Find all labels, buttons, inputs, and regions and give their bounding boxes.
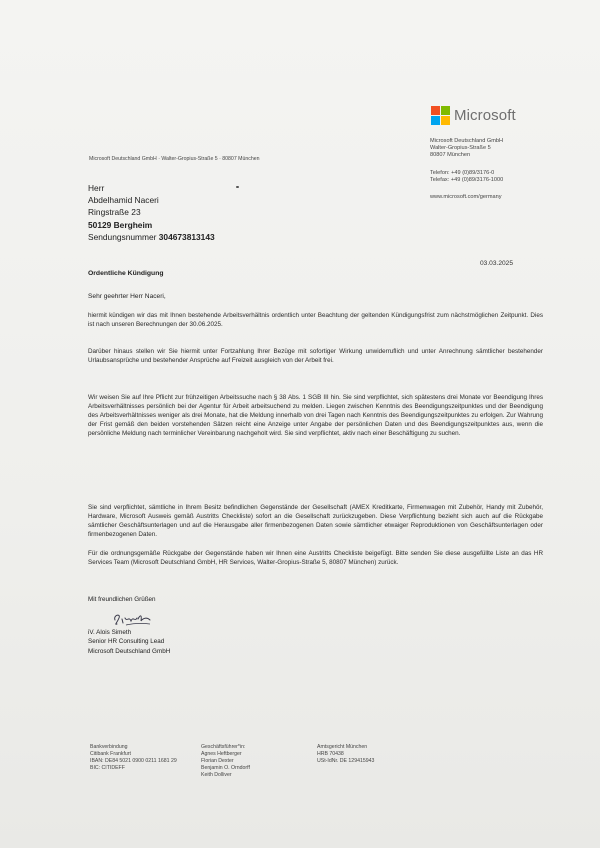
footer-manager: Florian Dexter [201,757,234,764]
greeting: Sehr geehrter Herr Naceri, [88,293,166,300]
paragraph-job-search: Wir weisen Sie auf Ihre Pflicht zur frühzeitigen Arbeitssuche nach § 38 Abs. 1 SGB III hin. Sie sind verpflichtet, sich spätestens drei Monate vor Beendigung Ihres Arbeitsverhältnisses persönlich bei der Agentur für Arbeit arbeitsuchend zu melden. Liegen zwischen Kenntnis des Beendigungszeitpunktes und der Beendigung des Arbeitsverhältnisses weniger als drei Monate, hat die Meldung innerhalb von drei Tagen nach Kenntnis des Beendigungszeitpunktes zu erfolgen. Zur Wahrung der Frist gemäß den beiden vorstehenden Sätzen reicht eine Anzeige unter Angabe der persönlichen Daten und des Beendigungszeitpunktes aus, wenn die persönliche Meldung nach terminlicher Vereinbarung nachgeholt wird. Sie sind verpflichtet, aktiv nach einer Beschäftigung zu suchen. [88,394,543,438]
footer-vat-id: USt-IdNr. DE 129415943 [317,757,375,764]
footer-court: Amtsgericht München [317,744,368,750]
shipment-number: 304673813143 [158,231,215,242]
logo-wordmark: Microsoft [454,107,516,124]
footer-iban: IBAN: DE84 5021 0900 0211 1681 29 [90,757,177,764]
closing-phrase: Mit freundlichen Grüßen [88,596,156,603]
return-address-line: Microsoft Deutschland GmbH · Walter-Gropius-Straße 5 · 80807 München [89,156,260,162]
shipment-label: Sendungsnummer [88,231,157,242]
sender-contact [430,170,503,184]
footer-bank-name: Citibank Frankfurt [90,750,131,757]
footer-manager: Agnes Heftberger [201,750,242,757]
footer-management [201,744,250,779]
paragraph-return-items: Sie sind verpflichtet, sämtliche in Ihrem Besitz befindlichen Gegenstände der Gesellschaft (AMEX Kreditkarte, Firmenwagen mit Zubehör, Handy mit Zubehör, Hardware, Microsoft Ausweis gemäß Austritts Checkliste) sofort an die Gesellschaft zurückzugeben. Diese Verpflichtung bezieht sich auch auf die Rückgabe sämtlicher Geschäftsunterlagen und auf die Herausgabe aller firmenbezogenen Daten sowie sämtlicher etwaiger Reproduktionen von Geschäftsunterlagen oder firmenbezogenen Daten. [88,504,543,539]
footer-manager: Benjamin O. Orndorff [201,764,250,771]
signatory-block [88,628,170,656]
footer-manager: Keith Dolliver [201,771,232,778]
sender-line: Microsoft Deutschland GmbH [430,138,504,144]
logo-square-red [431,106,440,115]
logo-square-blue [431,116,440,125]
sender-phone: Telefon: +49 (0)89/3176-0 [430,170,495,176]
footer-management-heading: Geschäftsführer*in: [201,744,246,750]
recipient-city: 50129 Bergheim [88,219,153,230]
sender-website: www.microsoft.com/germany [430,194,502,200]
sender-fax: Telefax: +49 (0)89/3176-1000 [430,177,504,184]
footer-register [317,744,374,765]
recipient-address [88,182,215,243]
microsoft-logo [431,106,516,125]
footer-bic: BIC: CITIDEFF [90,764,125,771]
footer-bank [90,744,177,772]
paragraph-checklist: Für die ordnungsgemäße Rückgabe der Gegenstände haben wir Ihnen eine Austritts Checkliste beigefügt. Bitte senden Sie diese ausgefüllte Liste an das HR Services Team (Microsoft Deutschland GmbH, HR Services, Walter-Gropius-Straße 5, 80807 München) zurück. [88,550,543,567]
sender-line: 80807 München [430,152,471,159]
logo-square-green [441,106,450,115]
paragraph-termination: hiermit kündigen wir das mit Ihnen bestehende Arbeitsverhältnis ordentlich unter Beachtung der geltenden Kündigungsfrist zum nächstmöglichen Zeitpunkt. Dies ist nach unseren Berechnungen der 30.06.2025. [88,312,543,329]
sender-line: Walter-Gropius-Straße 5 [430,145,491,152]
footer-hrb: HRB 70438 [317,750,344,757]
recipient-street: Ringstraße 23 [88,207,141,218]
signatory-company: Microsoft Deutschland GmbH [88,647,171,655]
windows-logo-icon [431,106,450,125]
letter-subject: Ordentliche Kündigung [88,270,164,277]
paragraph-release: Darüber hinaus stellen wir Sie hiermit unter Fortzahlung Ihrer Bezüge mit sofortiger Wirkung unwiderruflich und unter Anrechnung sämtlicher bestehender Urlaubsansprüche und bestehender Ansprüche auf Freizeit ausgleich von der Arbeit frei. [88,348,543,365]
shipment-number-line [88,231,215,243]
letter-date: 03.03.2025 [480,260,514,267]
logo-square-yellow [441,116,450,125]
signatory-name: iV. Alois Simeth [88,629,132,636]
signatory-title: Senior HR Consulting Lead [88,638,165,646]
handwritten-signature [112,606,152,628]
paper-speck [236,186,239,188]
footer-bank-heading: Bankverbindung [90,744,128,750]
recipient-salutation: Herr [88,183,105,193]
recipient-name: Abdelhamid Naceri [88,195,159,206]
sender-address [430,138,503,160]
